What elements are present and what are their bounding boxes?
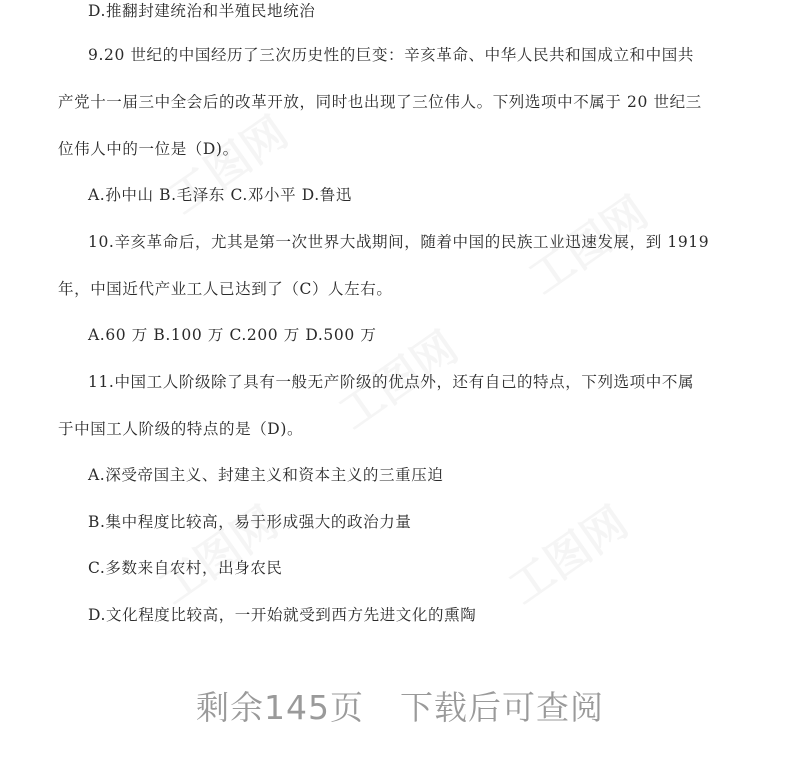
remaining-pages-text: 剩余145页	[196, 688, 364, 727]
watermark	[154, 98, 299, 226]
question-line: 年，中国近代产业工人已达到了（C）人左右。	[58, 280, 393, 298]
option-line: B.集中程度比较高，易于形成强大的政治力量	[88, 513, 412, 531]
watermark	[494, 488, 639, 616]
question-line: 于中国工人阶级的特点的是（D)。	[58, 420, 304, 438]
option-line: A.60 万 B.100 万 C.200 万 D.500 万	[88, 326, 377, 344]
download-prompt-banner[interactable]	[0, 682, 800, 729]
question-line: 10.辛亥革命后，尤其是第一次世界大战期间，随着中国的民族工业迅速发展，到 1919	[88, 233, 710, 251]
download-to-read-text: 下载后可查阅	[400, 688, 604, 727]
option-line: A.孙中山 B.毛泽东 C.邓小平 D.鲁迅	[88, 186, 352, 204]
question-line: 9.20 世纪的中国经历了三次历史性的巨变：辛亥革命、中华人民共和国成立和中国共	[88, 46, 694, 64]
watermark	[144, 488, 289, 616]
option-line: D.推翻封建统治和半殖民地统治	[88, 2, 316, 20]
option-line: D.文化程度比较高，一开始就受到西方先进文化的熏陶	[88, 606, 477, 624]
question-line: 位伟人中的一位是（D)。	[58, 140, 239, 158]
option-line: C.多数来自农村，出身农民	[88, 559, 283, 577]
option-line: A.深受帝国主义、封建主义和资本主义的三重压迫	[88, 466, 444, 484]
question-line: 11.中国工人阶级除了具有一般无产阶级的优点外，还有自己的特点，下列选项中不属	[88, 373, 695, 391]
question-line: 产党十一届三中全会后的改革开放，同时也出现了三位伟人。下列选项中不属于 20 世纪三	[58, 93, 702, 111]
